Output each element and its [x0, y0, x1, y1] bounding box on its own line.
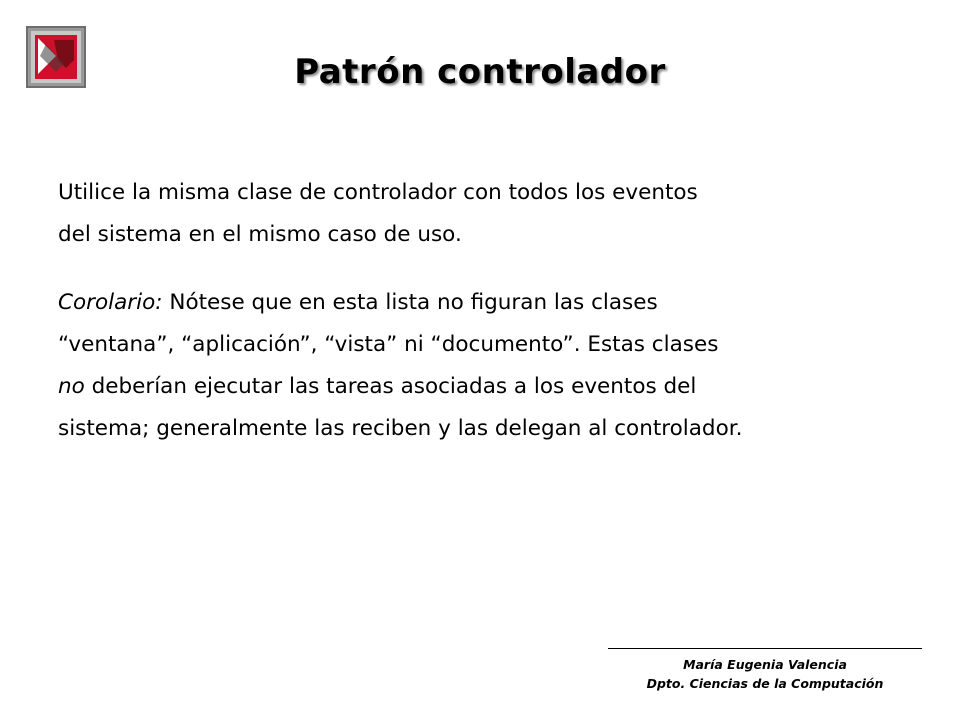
- corollary-line-1-text: Nótese que en esta lista no figuran las clases: [162, 290, 658, 315]
- paragraph-corollary: [58, 282, 928, 450]
- footer: [608, 648, 922, 693]
- slide-title: Patrón controlador: [294, 52, 666, 92]
- footer-department: Dpto. Ciencias de la Computación: [646, 676, 884, 691]
- footer-author: María Eugenia Valencia: [683, 657, 847, 672]
- corolario-label: Corolario:: [58, 290, 163, 315]
- emphasis-no: no: [58, 374, 85, 399]
- paragraph-corollary-line-2: “ventana”, “aplicación”, “vista” ni “documento”. Estas clases: [58, 332, 719, 357]
- paragraph-corollary-line-1: [58, 282, 928, 324]
- paragraph-corollary-line-4: sistema; generalmente las reciben y las delegan al controlador.: [58, 416, 743, 441]
- corollary-line-3-text: deberían ejecutar las tareas asociadas a los eventos del: [84, 374, 697, 399]
- paragraph-rule-line-1: Utilice la misma clase de controlador con todos los eventos: [58, 180, 698, 205]
- paragraph-rule-line-2: del sistema en el mismo caso de uso.: [58, 222, 462, 247]
- paragraph-rule: [58, 172, 928, 256]
- paragraph-corollary-line-3: [58, 366, 928, 408]
